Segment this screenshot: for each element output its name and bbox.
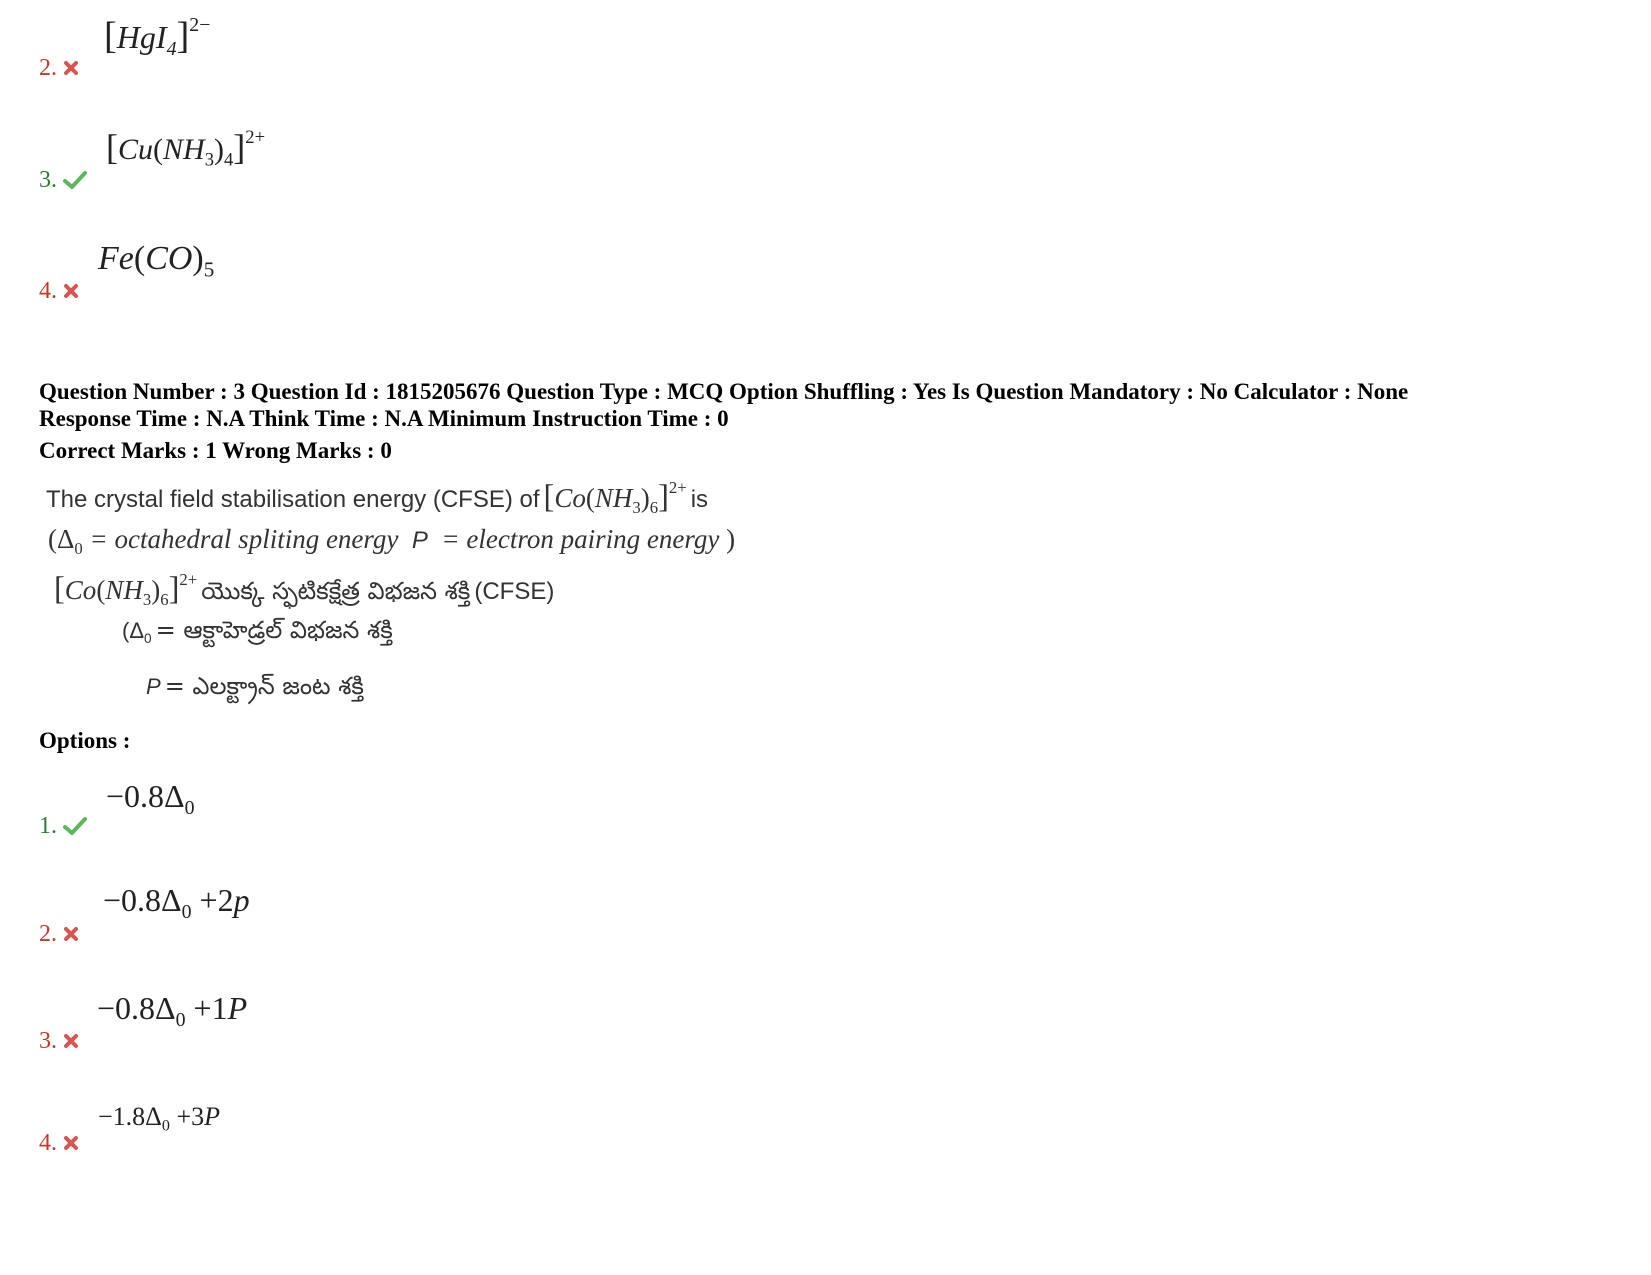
cross-icon (63, 1135, 79, 1151)
prev-option-3-number: 3. (39, 167, 57, 193)
option-1-formula: $-0.8\Delta_0$ (106, 778, 195, 819)
prev-option-4-formula: $Fe(CO)_5$ (98, 240, 215, 282)
prev-option-4 (39, 279, 79, 303)
question-telugu-line2: ($\Delta_0$ = ఆక్టాహెడ్రల్ విభజన శక్తి (122, 616, 393, 646)
check-icon (63, 816, 87, 836)
telugu-cfse-abbrev: (CFSE) (474, 578, 555, 606)
question-text-prefix: The crystal field stabilisation energy (CFSE) of (46, 486, 540, 514)
prev-option-2-number: 2. (39, 55, 57, 81)
telugu-delta-definition: = ఆక్టాహెడ్రల్ విభజన శక్తి (155, 616, 393, 644)
p-definition: = electron pairing energy (441, 524, 720, 554)
question-telugu-line3: P = ఎలక్ట్రాన్ జంట శక్తి (146, 672, 364, 700)
prev-option-4-number: 4. (39, 278, 57, 304)
option-2 (39, 922, 79, 946)
cross-icon (63, 1033, 79, 1049)
prev-option-2-formula: $[HgI_4]^{2-}$ (104, 14, 211, 60)
prev-option-2 (39, 56, 79, 80)
option-3 (39, 1029, 79, 1053)
telugu-p-definition: = ఎలక్ట్రాన్ జంట శక్తి (164, 672, 364, 700)
question-meta-line1: Question Number : 3 Question Id : 1815205676 Question Type : MCQ Option Shuffling : Yes Is Question Mandatory : No Calculator : None (39, 379, 1409, 404)
question-complex-formula: $[Co(NH_3)_6]^{2+}$ (543, 478, 687, 518)
question-definitions: ($\Delta_0$ = octahedral spliting energy P = electron pairing energy ) (48, 524, 736, 558)
option-4-number: 4. (39, 1130, 57, 1156)
option-3-formula: $-0.8\Delta_0 +1P$ (97, 990, 248, 1031)
option-3-number: 3. (39, 1028, 57, 1054)
delta-definition: = octahedral spliting energy (89, 524, 399, 554)
option-1 (39, 814, 87, 838)
question-text-suffix: is (690, 486, 709, 514)
telugu-cfse-text: యొక్క స్ఫటికక్షేత్ర విభజన శక్తి (201, 577, 471, 606)
question-telugu-line1 (54, 570, 554, 611)
option-4-formula: $-1.8\Delta_0 +3P$ (98, 1102, 221, 1135)
question-marks: Correct Marks : 1 Wrong Marks : 0 (39, 438, 392, 463)
question-meta-line2: Response Time : N.A Think Time : N.A Minimum Instruction Time : 0 (39, 406, 729, 431)
cross-icon (63, 283, 79, 299)
prev-option-3 (39, 168, 87, 192)
cross-icon (63, 60, 79, 76)
options-label: Options : (39, 728, 131, 753)
telugu-complex-formula: $[Co(NH_3)_6]^{2+}$ (54, 570, 198, 610)
option-2-formula: $-0.8\Delta_0 +2p$ (103, 882, 250, 923)
option-4 (39, 1131, 79, 1155)
option-2-number: 2. (39, 921, 57, 947)
prev-option-3-formula: $[Cu(NH_3)_4]^{2+}$ (106, 127, 266, 171)
check-icon (63, 170, 87, 190)
option-1-number: 1. (39, 813, 57, 839)
cross-icon (63, 926, 79, 942)
question-text-line1 (46, 478, 708, 518)
